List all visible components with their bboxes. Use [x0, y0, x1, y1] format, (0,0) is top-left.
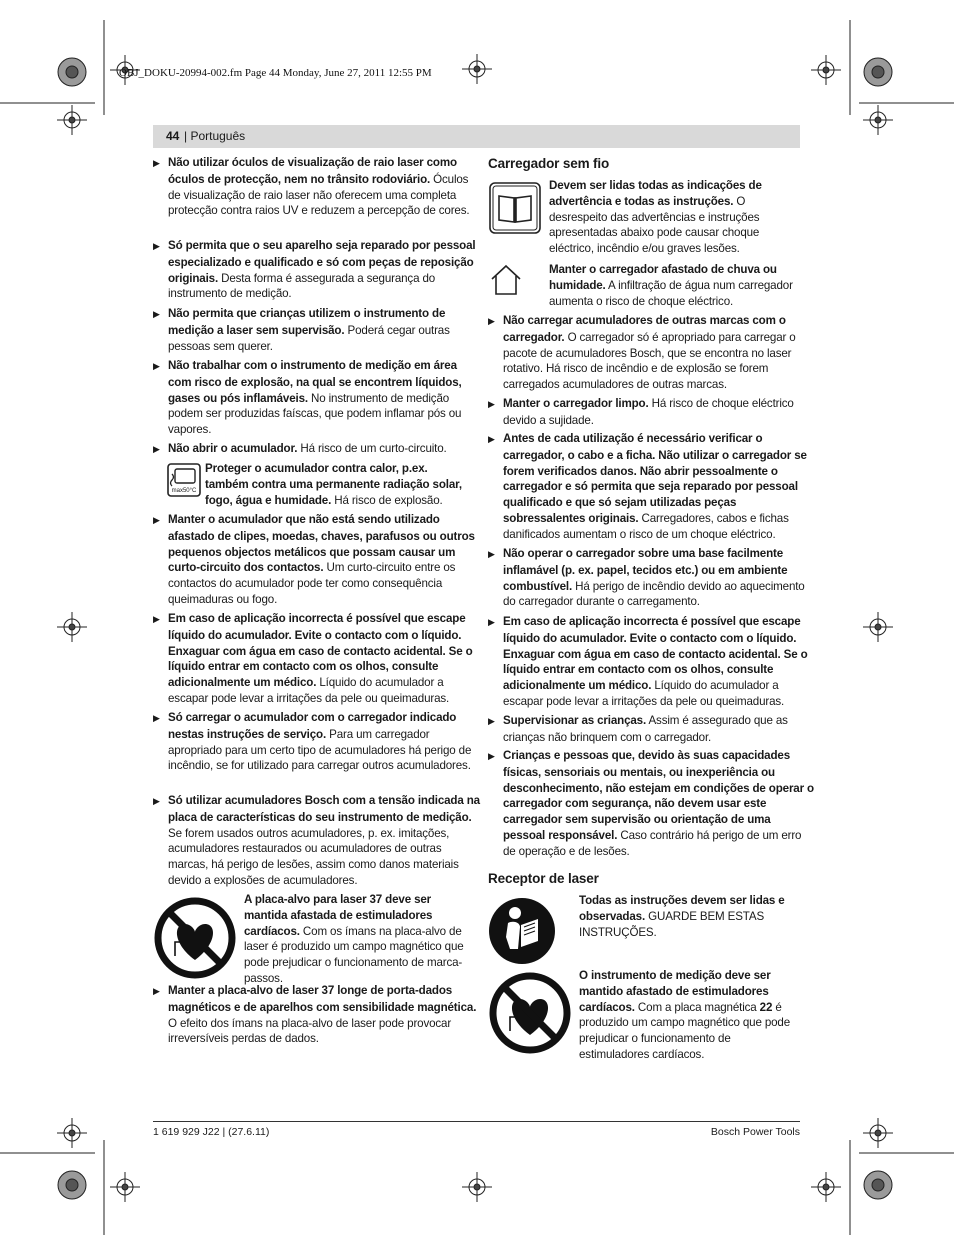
- list-item: ▶ Não operar o carregador sobre uma base facilmente inflamável (p. ex. papel, tecidos etc.) ou em ambiente combustível. Há perigo de incêndio devido ao aquecimento do carregador durante o carregamento.: [488, 546, 815, 610]
- section-heading-receiver: Receptor de laser: [488, 871, 599, 886]
- no-pacemaker-icon: [488, 971, 572, 1055]
- list-item: ▶ Só permita que o seu aparelho seja reparado por pessoal especializado e qualificado e só com peças de reposição originais. Desta forma é assegurada a segurança do instrumento de medição.: [153, 238, 480, 302]
- list-item: ▶ Só carregar o acumulador com o carregador indicado nestas instruções de serviço. Para um carregador apropriado para um certo tipo de acumuladores há perigo de incêndio, se for utilizado para carregar outros acumuladores.: [153, 710, 480, 774]
- file-header: OBJ_DOKU-20994-002.fm Page 44 Monday, June 27, 2011 12:55 PM: [119, 67, 432, 79]
- list-item: ▶ Não trabalhar com o instrumento de medição em área com risco de explosão, na qual se encontrem líquidos, gases ou pós inflamáveis. No instrumento de medição podem ser produzidas faíscas, que podem inflamar pós ou vapores.: [153, 358, 480, 438]
- read-instructions-icon: [488, 897, 556, 965]
- list-item: ▶ Manter a placa-alvo de laser 37 longe de porta-dados magnéticos e de aparelhos com sensibilidade magnética. O efeito dos ímans na placa-alvo de laser pode provocar irreversíveis perdas de dados.: [153, 983, 480, 1047]
- list-item: ▶ Supervisionar as crianças. Assim é assegurado que as crianças não brinquem com o carregador.: [488, 713, 815, 746]
- footer-rule: [153, 1121, 800, 1122]
- list-item: ▶ Antes de cada utilização é necessário verificar o carregador, o cabo e a ficha. Não utilizar o carregador se forem verificados danos. Não abrir pessoalmente o carregador e só permita que seja reparado por pessoal qualificado e que só sejam utilizadas peças sobressalentes originais. Carregadores, cabos e fichas danificados aumentam o risco de um choque eléctrico.: [488, 431, 815, 543]
- section-heading-charger: Carregador sem fio: [488, 156, 610, 171]
- list-item: Manter o carregador afastado de chuva ou humidade. A infiltração de água num carregador aumenta o risco de choque eléctrico.: [549, 263, 793, 308]
- svg-text:max50°C: max50°C: [171, 488, 197, 494]
- page-number: 44: [166, 129, 180, 143]
- list-item: ▶ Manter o acumulador que não está sendo utilizado afastado de clipes, moedas, chaves, parafusos ou outros pequenos objectos metálicos que possam causar um curto-circuito dos contactos. Um curto-circuito entre os contactos do acumulador pode ter como consequência queimaduras ou fogo.: [153, 512, 480, 608]
- list-item: Devem ser lidas todas as indicações de advertência e todas as instruções. O desrespeito das advertências e instruções apresentadas abaixo pode causar choque eléctrico, incêndio e/ou graves lesões.: [549, 179, 762, 256]
- list-item: ▶ Crianças e pessoas que, devido às suas capacidades físicas, sensoriais ou mentais, ou inexperiência ou desconhecimento, não estejam em condições de operar o carregador com segurança, não devem usar este carregador sem supervisão ou orientação de uma pessoal responsável. Caso contrário há perigo de um erro de operação e de lesões.: [488, 748, 815, 860]
- no-pacemaker-icon: [153, 896, 237, 980]
- list-item: ▶ Em caso de aplicação incorrecta é possível que escape líquido do acumulador. Evite o contacto com o líquido. Enxaguar com água em caso de contacto acidental. Se o líquido entrar em contacto com os olhos, consulte adicionalmente um médico. Líquido do acumulador a escapar pode levar a irritações da pele ou queimaduras.: [153, 611, 480, 707]
- battery-heat-icon: [167, 463, 201, 497]
- list-item: ▶ Não carregar acumuladores de outras marcas com o carregador. O carregador só é apropriado para carregar o pacote de acumuladores Bosch, que se encontra no laser rotativo. Há risco de incêndio e de explosão se forem carregados acumuladores de outras marcas.: [488, 313, 815, 393]
- list-item: ▶ Manter o carregador limpo. Há risco de choque eléctrico devido a sujidade.: [488, 396, 815, 429]
- page-language: | Português: [184, 129, 246, 143]
- footer-doc-id: 1 619 929 J22 | (27.6.11): [153, 1126, 270, 1138]
- list-item: A placa-alvo para laser 37 deve ser mantida afastada de estimuladores cardíacos. Com os ímans na placa-alvo de laser é produzido um campo magnético que pode prejudicar o funcionamento de marca-passos.: [244, 893, 464, 985]
- list-item: Proteger o acumulador contra calor, p.ex. também contra uma permanente radiação solar, fogo, água e humidade. Há risco de explosão.: [205, 462, 462, 507]
- footer-brand: Bosch Power Tools: [710, 1126, 800, 1138]
- list-item: ▶ Não abrir o acumulador. Há risco de um curto-circuito.: [153, 441, 480, 458]
- list-item: O instrumento de medição deve ser mantido afastado de estimuladores cardíacos. Com a placa magnética 22 é produzido um campo magnético que pode prejudicar o funcionamento de estimuladores cardíacos.: [579, 969, 791, 1061]
- list-item: ▶ Só utilizar acumuladores Bosch com a tensão indicada na placa de características do seu instrumento de medição. Se forem usados outros acumuladores, p. ex. imitações, acumuladores restaurados ou acumuladores de outras marcas, há perigo de lesões, assim como danos materiais devido a explosões de acumuladores.: [153, 793, 480, 889]
- read-manual-icon: [489, 182, 541, 234]
- list-item: Todas as instruções devem ser lidas e observadas. GUARDE BEM ESTAS INSTRUÇÕES.: [579, 894, 785, 939]
- list-item: ▶ Não utilizar óculos de visualização de raio laser como óculos de protecção, nem no trânsito rodoviário. Óculos de visualização de raio laser não oferecem uma completa protecção contra raios UV e reduzem a percepção de cores.: [153, 155, 480, 219]
- indoor-use-icon: [489, 263, 523, 297]
- list-item: ▶ Em caso de aplicação incorrecta é possível que escape líquido do acumulador. Evite o contacto com o líquido. Enxaguar com água em caso de contacto acidental. Se o líquido entrar em contacto com os olhos, consulte adicionalmente um médico. Líquido do acumulador a escapar pode levar a irritações da pele ou queimaduras.: [488, 614, 815, 710]
- list-item: ▶ Não permita que crianças utilizem o instrumento de medição a laser sem supervisão. Poderá cegar outras pessoas sem querer.: [153, 306, 480, 354]
